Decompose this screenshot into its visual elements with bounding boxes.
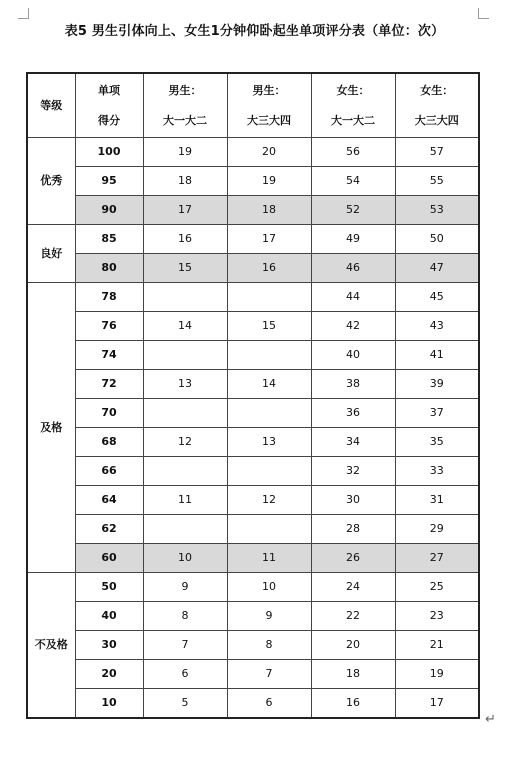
- value-cell: 8: [143, 602, 227, 631]
- value-cell: [143, 457, 227, 486]
- score-cell: 10: [75, 689, 143, 719]
- value-cell: 18: [143, 167, 227, 196]
- header-male-year12: [143, 73, 227, 138]
- score-table: [26, 72, 480, 719]
- score-cell: 64: [75, 486, 143, 515]
- value-cell: 31: [395, 486, 479, 515]
- header-female-year34: [395, 73, 479, 138]
- value-cell: [143, 341, 227, 370]
- score-cell: 85: [75, 225, 143, 254]
- table-row: [27, 428, 479, 457]
- value-cell: 52: [311, 196, 395, 225]
- value-cell: 19: [143, 138, 227, 167]
- value-cell: 7: [143, 631, 227, 660]
- value-cell: 37: [395, 399, 479, 428]
- table-row: [27, 689, 479, 719]
- value-cell: 7: [227, 660, 311, 689]
- table-row: [27, 573, 479, 602]
- header-level-label: 等级: [40, 98, 63, 112]
- value-cell: 5: [143, 689, 227, 719]
- value-cell: 28: [311, 515, 395, 544]
- header-col-line1: 女生：: [420, 83, 454, 97]
- score-cell: 76: [75, 312, 143, 341]
- value-cell: 20: [311, 631, 395, 660]
- value-cell: 46: [311, 254, 395, 283]
- header-col-line2: 大三大四: [247, 113, 291, 127]
- level-pass: 及格: [27, 283, 75, 573]
- value-cell: 16: [311, 689, 395, 719]
- table-row: [27, 660, 479, 689]
- value-cell: 19: [227, 167, 311, 196]
- value-cell: 53: [395, 196, 479, 225]
- page-corner-mark-left: [18, 8, 29, 19]
- table-row: [27, 283, 479, 312]
- value-cell: 17: [227, 225, 311, 254]
- table-row: [27, 341, 479, 370]
- table-row: [27, 370, 479, 399]
- value-cell: 6: [143, 660, 227, 689]
- score-cell: 70: [75, 399, 143, 428]
- value-cell: 14: [143, 312, 227, 341]
- header-col-line2: 大一大二: [163, 113, 207, 127]
- value-cell: 25: [395, 573, 479, 602]
- value-cell: 43: [395, 312, 479, 341]
- value-cell: 12: [227, 486, 311, 515]
- level-excellent: 优秀: [27, 138, 75, 225]
- level-good: 良好: [27, 225, 75, 283]
- header-level: [27, 73, 75, 138]
- value-cell: 45: [395, 283, 479, 312]
- value-cell: 20: [227, 138, 311, 167]
- value-cell: 22: [311, 602, 395, 631]
- score-cell: 80: [75, 254, 143, 283]
- value-cell: [227, 283, 311, 312]
- value-cell: 41: [395, 341, 479, 370]
- value-cell: 13: [227, 428, 311, 457]
- paragraph-return-icon: ↵: [485, 712, 496, 727]
- header-score-line1: 单项: [98, 83, 120, 97]
- table-row: [27, 631, 479, 660]
- value-cell: 10: [227, 573, 311, 602]
- value-cell: 6: [227, 689, 311, 719]
- score-cell: 20: [75, 660, 143, 689]
- table-row: [27, 138, 479, 167]
- level-fail: 不及格: [27, 573, 75, 719]
- value-cell: 16: [227, 254, 311, 283]
- header-col-line1: 女生：: [336, 83, 370, 97]
- table-row: [27, 544, 479, 573]
- value-cell: 14: [227, 370, 311, 399]
- value-cell: 38: [311, 370, 395, 399]
- value-cell: 55: [395, 167, 479, 196]
- value-cell: 40: [311, 341, 395, 370]
- score-cell: 62: [75, 515, 143, 544]
- value-cell: 49: [311, 225, 395, 254]
- value-cell: [143, 515, 227, 544]
- value-cell: 15: [227, 312, 311, 341]
- table-row: [27, 167, 479, 196]
- table-row: [27, 312, 479, 341]
- score-cell: 100: [75, 138, 143, 167]
- value-cell: 8: [227, 631, 311, 660]
- value-cell: 9: [143, 573, 227, 602]
- value-cell: 24: [311, 573, 395, 602]
- value-cell: 12: [143, 428, 227, 457]
- score-cell: 40: [75, 602, 143, 631]
- value-cell: 9: [227, 602, 311, 631]
- value-cell: 30: [311, 486, 395, 515]
- header-score: [75, 73, 143, 138]
- score-cell: 68: [75, 428, 143, 457]
- value-cell: [143, 283, 227, 312]
- header-col-line1: 男生：: [168, 83, 202, 97]
- value-cell: 42: [311, 312, 395, 341]
- score-cell: 66: [75, 457, 143, 486]
- value-cell: 10: [143, 544, 227, 573]
- value-cell: 32: [311, 457, 395, 486]
- table-row: [27, 399, 479, 428]
- score-cell: 78: [75, 283, 143, 312]
- header-col-line2: 大一大二: [331, 113, 375, 127]
- value-cell: 15: [143, 254, 227, 283]
- value-cell: 18: [311, 660, 395, 689]
- page-corner-mark-right: [478, 8, 489, 19]
- value-cell: 57: [395, 138, 479, 167]
- value-cell: 29: [395, 515, 479, 544]
- score-cell: 72: [75, 370, 143, 399]
- value-cell: [227, 399, 311, 428]
- value-cell: 44: [311, 283, 395, 312]
- table-row: [27, 486, 479, 515]
- value-cell: 47: [395, 254, 479, 283]
- value-cell: 18: [227, 196, 311, 225]
- value-cell: 11: [143, 486, 227, 515]
- value-cell: 19: [395, 660, 479, 689]
- header-col-line2: 大三大四: [414, 113, 459, 127]
- score-cell: 30: [75, 631, 143, 660]
- table-row: [27, 196, 479, 225]
- score-cell: 74: [75, 341, 143, 370]
- header-female-year12: [311, 73, 395, 138]
- score-table-body: [27, 73, 479, 718]
- value-cell: 13: [143, 370, 227, 399]
- value-cell: 21: [395, 631, 479, 660]
- table-row: [27, 515, 479, 544]
- score-cell: 90: [75, 196, 143, 225]
- table-row: [27, 254, 479, 283]
- value-cell: 17: [143, 196, 227, 225]
- value-cell: 34: [311, 428, 395, 457]
- value-cell: 50: [395, 225, 479, 254]
- value-cell: [227, 515, 311, 544]
- value-cell: [227, 457, 311, 486]
- score-cell: 60: [75, 544, 143, 573]
- value-cell: 11: [227, 544, 311, 573]
- value-cell: 36: [311, 399, 395, 428]
- value-cell: 54: [311, 167, 395, 196]
- value-cell: [143, 399, 227, 428]
- table-row: [27, 457, 479, 486]
- value-cell: 33: [395, 457, 479, 486]
- table-header-row: [27, 73, 479, 138]
- value-cell: 23: [395, 602, 479, 631]
- table-caption: 表5 男生引体向上、女生1分钟仰卧起坐单项评分表（单位：次）: [64, 24, 445, 39]
- value-cell: 27: [395, 544, 479, 573]
- table-row: [27, 225, 479, 254]
- value-cell: 26: [311, 544, 395, 573]
- header-col-line1: 男生：: [252, 83, 286, 97]
- score-cell: 95: [75, 167, 143, 196]
- header-score-line2: 得分: [98, 113, 120, 127]
- header-male-year34: [227, 73, 311, 138]
- value-cell: 17: [395, 689, 479, 719]
- table-row: [27, 602, 479, 631]
- value-cell: 16: [143, 225, 227, 254]
- value-cell: [227, 341, 311, 370]
- value-cell: 35: [395, 428, 479, 457]
- value-cell: 39: [395, 370, 479, 399]
- value-cell: 56: [311, 138, 395, 167]
- score-cell: 50: [75, 573, 143, 602]
